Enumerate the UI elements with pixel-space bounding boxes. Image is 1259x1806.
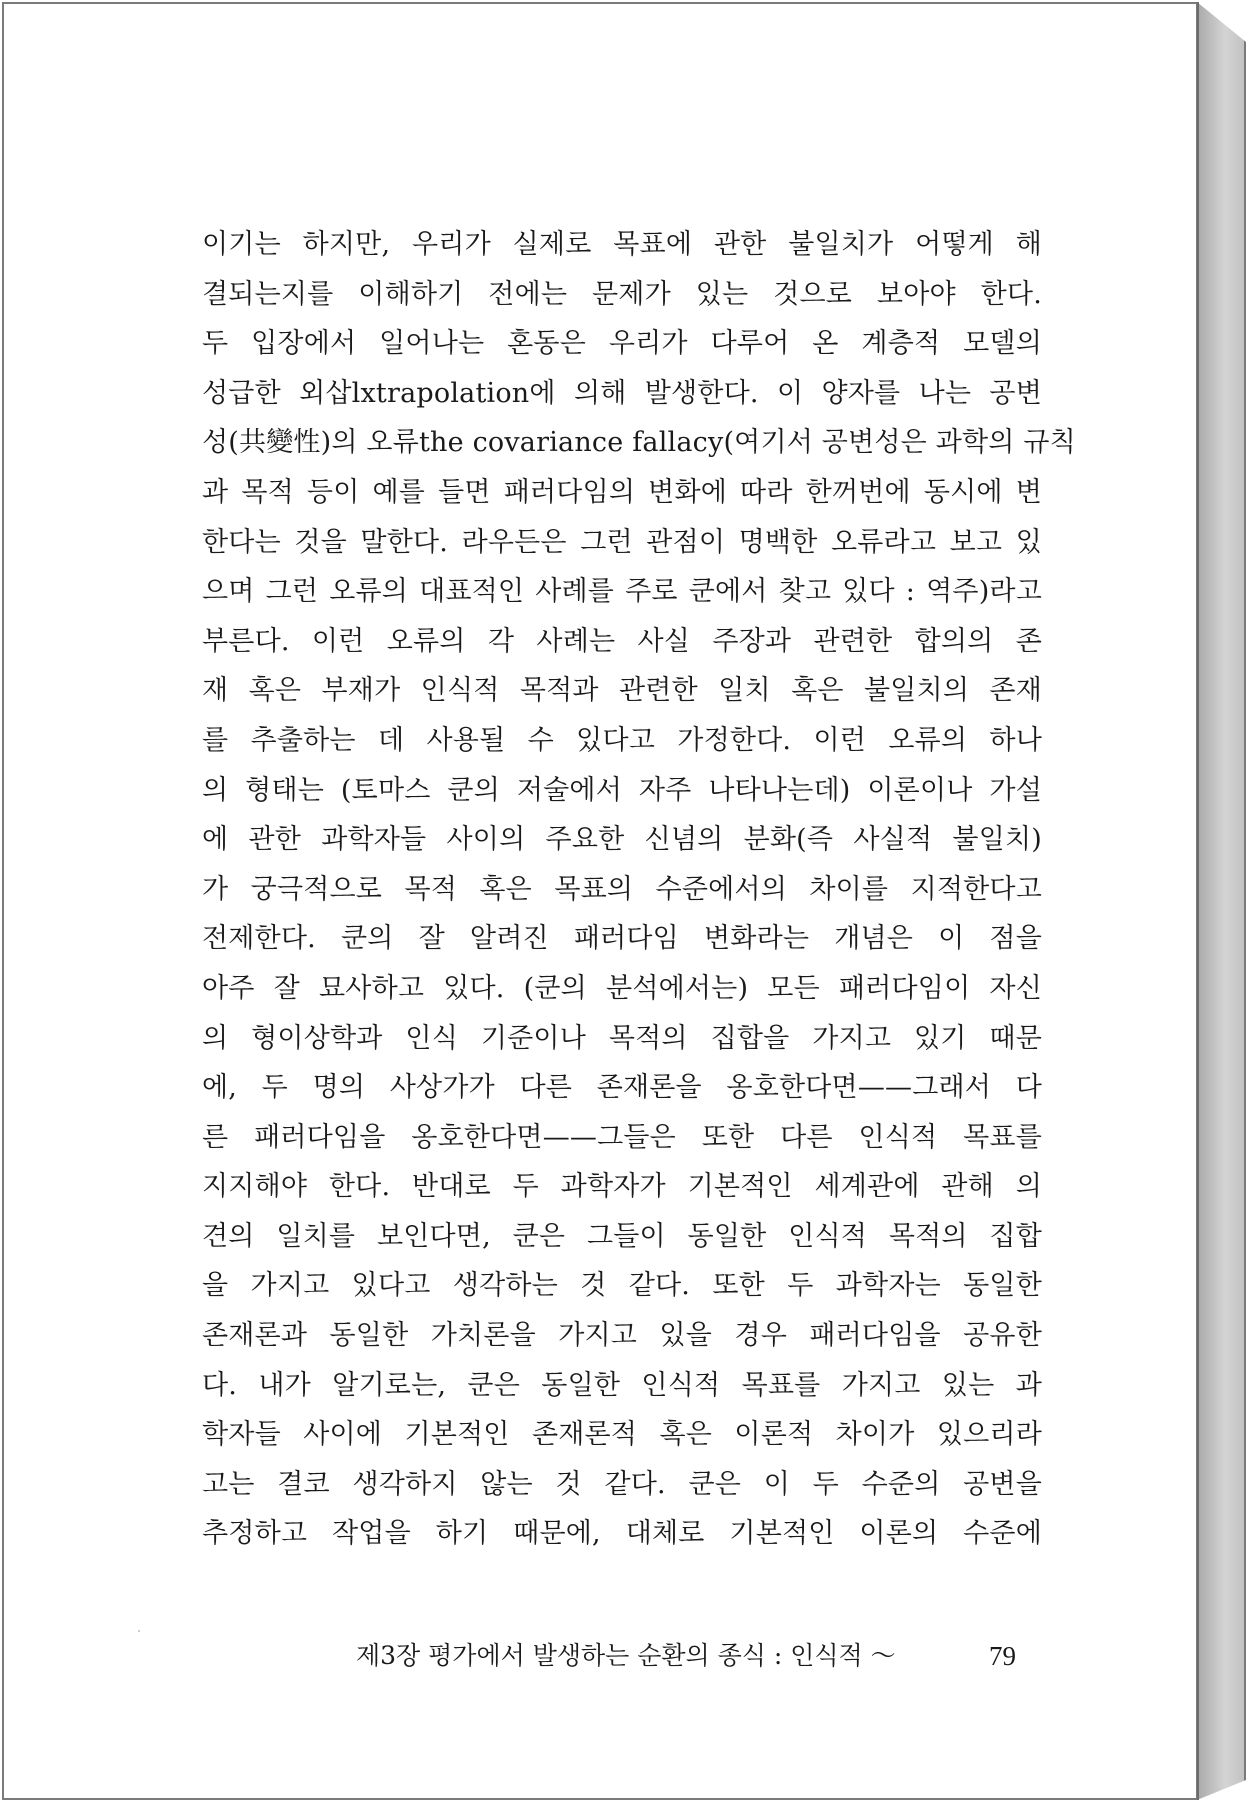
page-edge-line (1197, 2, 1199, 1800)
text-line: 과 목적 등이 예를 들면 패러다임의 변화에 따라 한꺼번에 동시에 변 (202, 476, 1042, 508)
text-line: 른 패러다임을 옹호한다면——그들은 또한 다른 인식적 목표를 (202, 1121, 1042, 1153)
text-line: 전제한다. 쿤의 잘 알려진 패러다임 변화라는 개념은 이 점을 (202, 923, 1042, 955)
text-line: 성급한 외삽lxtrapolation에 의해 발생한다. 이 양자를 나는 공변 (202, 377, 1042, 409)
text-line: 존재론과 동일한 가치론을 가지고 있을 경우 패러다임을 공유한 (202, 1320, 1042, 1352)
text-line: 성(共變性)의 오류the covariance fallacy(여기서 공변성은 과학의 규칙 (202, 427, 1076, 459)
text-line: 재 혹은 부재가 인식적 목적과 관련한 일치 혹은 불일치의 존재 (202, 675, 1042, 707)
scan-speck (138, 1630, 140, 1632)
text-line: 의 형태는 (토마스 쿤의 저술에서 자주 나타나는데) 이론이나 가설 (202, 774, 1042, 806)
text-line: 지지해야 한다. 반대로 두 과학자가 기본적인 세계관에 관해 의 (202, 1171, 1042, 1203)
text-line: 에, 두 명의 사상가가 다른 존재론을 옹호한다면——그래서 다 (202, 1072, 1042, 1104)
text-line: 견의 일치를 보인다면, 쿤은 그들이 동일한 인식적 목적의 집합 (202, 1220, 1042, 1252)
text-line: 이기는 하지만, 우리가 실제로 목표에 관한 불일치가 어떻게 해 (202, 229, 1042, 260)
text-line: 한다는 것을 말한다. 라우든은 그런 관점이 명백한 오류라고 보고 있 (202, 526, 1042, 558)
text-line: 아주 잘 묘사하고 있다. (쿤의 분석에서는) 모든 패러다임이 자신 (202, 972, 1042, 1004)
text-line: 을 가지고 있다고 생각하는 것 같다. 또한 두 과학자는 동일한 (202, 1270, 1042, 1302)
text-line: 부른다. 이런 오류의 각 사례는 사실 주장과 관련한 합의의 존 (202, 625, 1042, 657)
page-footer (356, 1636, 1016, 1676)
text-line: 가 궁극적으로 목적 혹은 목표의 수준에서의 차이를 지적한다고 (202, 873, 1042, 905)
text-line: 추정하고 작업을 하기 때문에, 대체로 기본적인 이론의 수준에 (202, 1518, 1042, 1550)
text-line: 으며 그런 오류의 대표적인 사례를 주로 쿤에서 찾고 있다 : 역주)라고 (202, 576, 1042, 608)
text-line: 를 추출하는 데 사용될 수 있다고 가정한다. 이런 오류의 하나 (202, 724, 1042, 756)
text-line: 의 형이상학과 인식 기준이나 목적의 집합을 가지고 있기 때문 (202, 1022, 1042, 1054)
running-head: 제3장 평가에서 발생하는 순환의 종식 : 인식적 ～ (356, 1641, 896, 1670)
text-line: 두 입장에서 일어나는 혼동은 우리가 다루어 온 계층적 모델의 (202, 328, 1042, 360)
page-number: 79 (989, 1641, 1016, 1671)
text-line: 결되는지를 이해하기 전에는 문제가 있는 것으로 보아야 한다. (202, 278, 1042, 310)
body-text (202, 220, 1076, 1559)
page-edge (1197, 2, 1246, 1800)
text-line: 고는 결코 생각하지 않는 것 같다. 쿤은 이 두 수준의 공변을 (202, 1468, 1042, 1500)
text-line: 학자들 사이에 기본적인 존재론적 혹은 이론적 차이가 있으리라 (202, 1419, 1042, 1451)
text-line: 에 관한 과학자들 사이의 주요한 신념의 분화(즉 사실적 불일치) (202, 824, 1042, 856)
text-line: 다. 내가 알기로는, 쿤은 동일한 인식적 목표를 가지고 있는 과 (202, 1369, 1042, 1401)
